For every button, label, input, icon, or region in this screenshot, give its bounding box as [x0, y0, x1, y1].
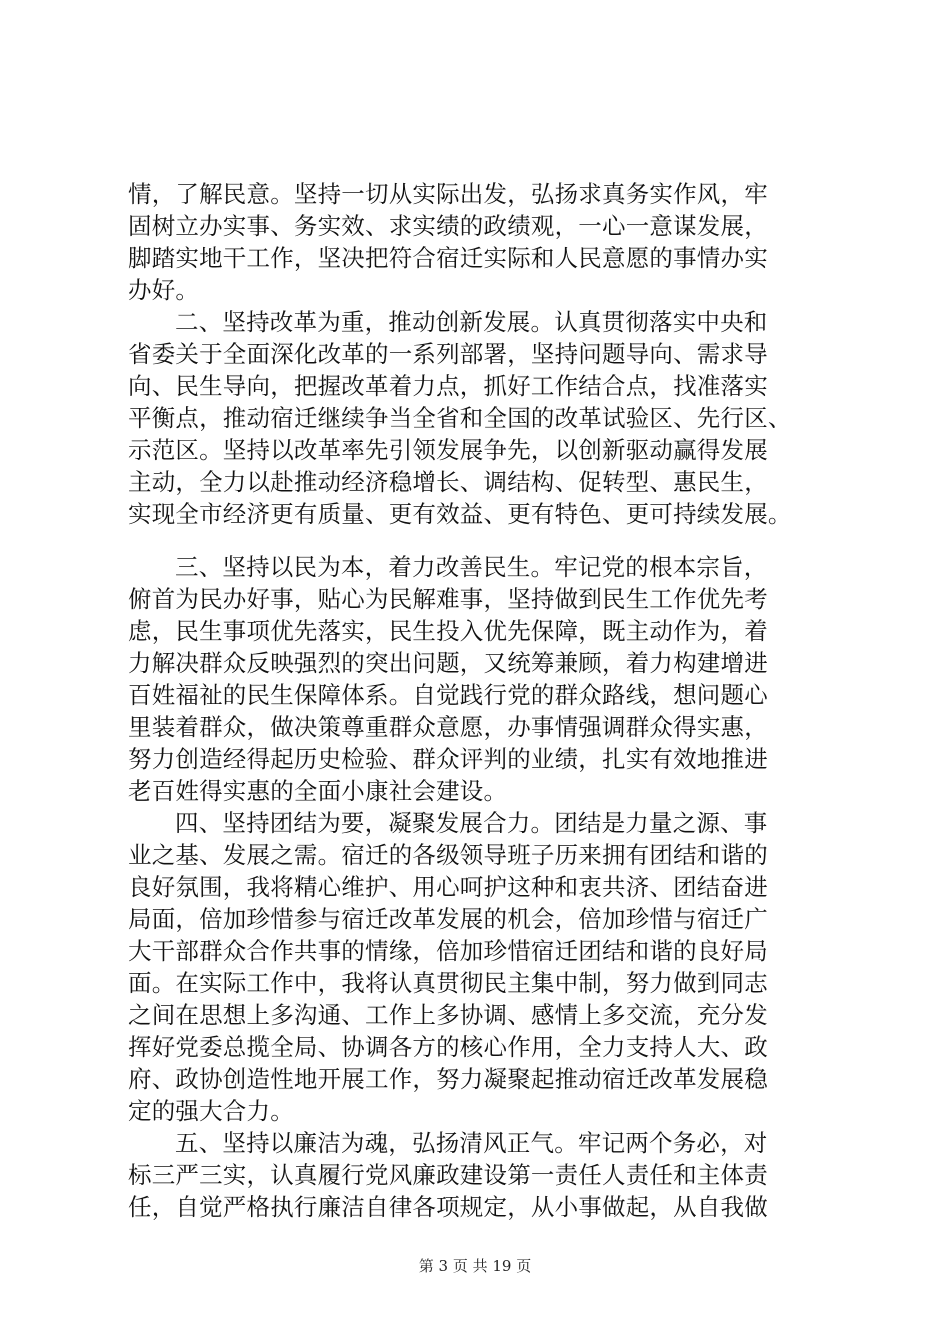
paragraph-2-start: 二、坚持改革为重，推动创新发展。认真贯彻落实中央和: [175, 308, 768, 336]
text-line: 脚踏实地干工作，坚决把符合宿迁实际和人民意愿的事情办实: [128, 244, 768, 272]
text-line: 努力创造经得起历史检验、群众评判的业绩，扎实有效地推进: [128, 745, 768, 773]
text-line: 之间在思想上多沟通、工作上多协调、感情上多交流，充分发: [128, 1001, 768, 1029]
text-line: 主动，全力以赴推动经济稳增长、调结构、促转型、惠民生，: [128, 468, 768, 496]
text-line: 标三严三实，认真履行党风廉政建设第一责任人责任和主体责: [128, 1161, 768, 1189]
text-line: 面。在实际工作中，我将认真贯彻民主集中制，努力做到同志: [128, 969, 768, 997]
text-line: 局面，倍加珍惜参与宿迁改革发展的机会，倍加珍惜与宿迁广: [128, 905, 768, 933]
text-line: 省委关于全面深化改革的一系列部署，坚持问题导向、需求导: [128, 340, 768, 368]
text-line: 挥好党委总揽全局、协调各方的核心作用，全力支持人大、政: [128, 1033, 768, 1061]
text-line: 俯首为民办好事，贴心为民解难事，坚持做到民生工作优先考: [128, 585, 768, 613]
text-line: 里装着群众，做决策尊重群众意愿，办事情强调群众得实惠，: [128, 713, 768, 741]
paragraph-4-start: 四、坚持团结为要，凝聚发展合力。团结是力量之源、事: [175, 809, 768, 837]
paragraph-5-start: 五、坚持以廉洁为魂，弘扬清风正气。牢记两个务必，对: [175, 1129, 768, 1157]
text-line: 业之基、发展之需。宿迁的各级领导班子历来拥有团结和谐的: [128, 841, 768, 869]
text-line: 老百姓得实惠的全面小康社会建设。: [128, 777, 508, 805]
text-line: 定的强大合力。: [128, 1097, 294, 1125]
text-line: 府、政协创造性地开展工作，努力凝聚起推动宿迁改革发展稳: [128, 1065, 768, 1093]
text-line: 办好。: [128, 276, 200, 304]
text-line: 实现全市经济更有质量、更有效益、更有特色、更可持续发展。: [128, 500, 792, 528]
text-line: 大干部群众合作共事的情缘，倍加珍惜宿迁团结和谐的良好局: [128, 937, 768, 965]
page-number-footer: 第 3 页 共 19 页: [418, 1257, 532, 1275]
text-line: 虑，民生事项优先落实，民生投入优先保障，既主动作为，着: [128, 617, 768, 645]
text-line: 力解决群众反映强烈的突出问题，又统筹兼顾，着力构建增进: [128, 649, 768, 677]
paragraph-3-start: 三、坚持以民为本，着力改善民生。牢记党的根本宗旨，: [175, 553, 768, 581]
text-line: 良好氛围，我将精心维护、用心呵护这种和衷共济、团结奋进: [128, 873, 768, 901]
text-line: 示范区。坚持以改革率先引领发展争先，以创新驱动赢得发展: [128, 436, 768, 464]
text-line: 向、民生导向，把握改革着力点，抓好工作结合点，找准落实: [128, 372, 768, 400]
text-line: 任，自觉严格执行廉洁自律各项规定，从小事做起，从自我做: [128, 1193, 768, 1221]
text-line: 情，了解民意。坚持一切从实际出发，弘扬求真务实作风，牢: [128, 180, 768, 208]
text-line: 百姓福祉的民生保障体系。自觉践行党的群众路线，想问题心: [128, 681, 768, 709]
text-line: 平衡点，推动宿迁继续争当全省和全国的改革试验区、先行区、: [128, 404, 792, 432]
text-line: 固树立办实事、务实效、求实绩的政绩观，一心一意谋发展，: [128, 212, 768, 240]
